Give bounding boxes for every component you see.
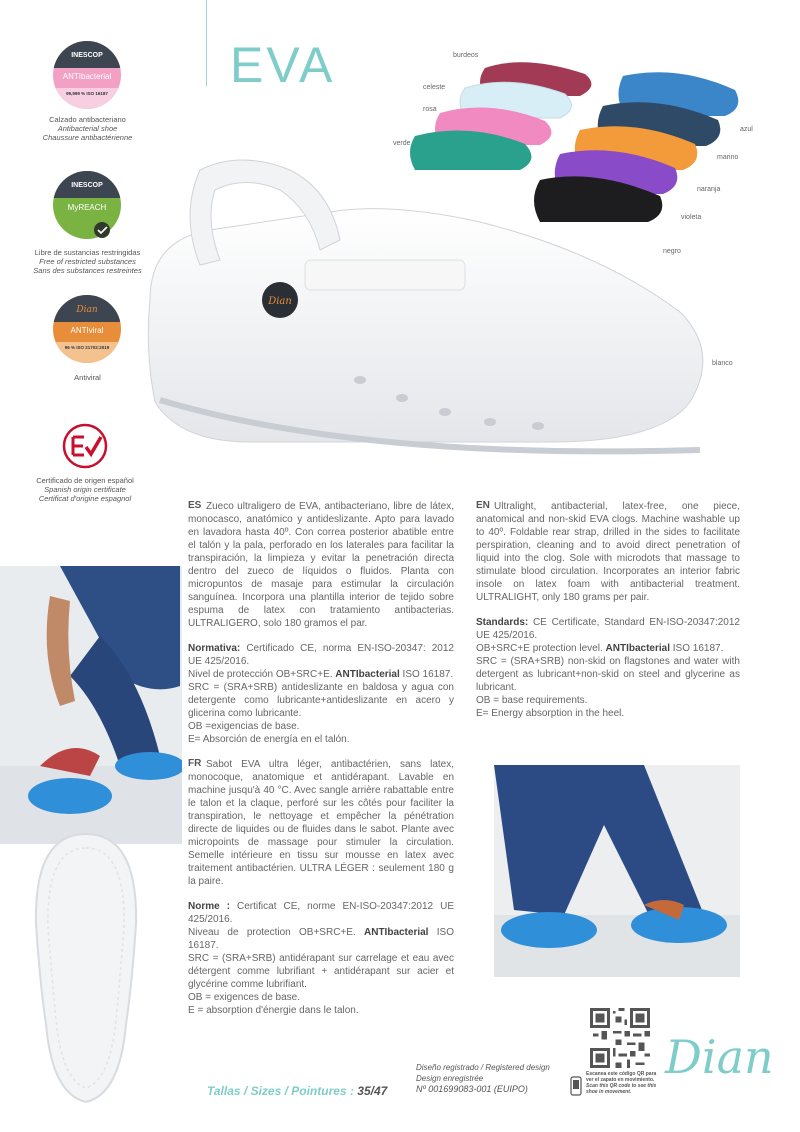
fr-standards: Norme : Certificat CE, norme EN-ISO-20347:2012 UE 425/2016. Niveau de protection OB+SRC+E. ANTIbacterial ISO 16187. SRC = (SRA+SRB) antidérapant sur carrelage et eau avec détergent comme lubrifiant + antidérapant sur acier et glycérine comme lubrifiant. OB = exigences de base. E = absorption d'énergie dans le talon. [188, 901, 454, 1016]
shoe-logo-text: Dian [268, 296, 292, 307]
badge-top-text: INESCOP [71, 182, 103, 189]
color-label-azul: azul [740, 126, 753, 133]
registered-design: Diseño registrado / Registered design Design enregistrée Nº 001699083-001 (EUIPO) [416, 1063, 550, 1094]
fr-description: Sabot EVA ultra léger, antibactérien, sans latex, monocoque, anatomique et antidérapant. Lavable en machine jusqu'à 40 °C. Avec sangle arrière rabattable entre le talon et la claque, perforé sur les côtés pour faciliter la transpiration, le nettoyage et empêcher la pénétration directe de liquides ou de fluides dans le sabot. Plante avec micropoints de massage pour stimuler la circulation. Semelle intérieure en tissu sur mousse en latex avec traitement antibactérien. ULTRA LÉGER : seulement 180 g la paire. [188, 759, 454, 887]
badge-mid-text: ANTIviral [70, 326, 104, 335]
es-standards: Normativa: Certificado CE, norma EN-ISO-20347: 2012 UE 425/2016. Nivel de protección OB+SRC+E. ANTIbacterial ISO 16187. SRC = (SRA+SRB) antideslizante en baldosa y agua con detergente como lubricante+antideslizante en acero y glicerina como lubricante. OB =exigencias de base. E= Absorción de energía en el talón. [188, 643, 454, 745]
badge-top-text: INESCOP [71, 52, 103, 59]
origin-certificate-icon [62, 423, 108, 469]
lang-code-en: EN [476, 500, 490, 511]
badge-mid-text: ANTIbacterial [62, 72, 112, 81]
seated-legs-photo [494, 765, 740, 977]
en-description: Ultralight, antibacterial, latex-free, one piece, anatomical and non-skid EVA clogs. Machine washable up to 40º. Foldable rear strap, drilled in the sides to facilitate perspiration, cleaning and to avoid direct penetration of liquid into the clog. Sole with microdots that massage to stimulate blood circulation. Incorporates an interior fabric insole on latex foam with antibacterial treatment. ULTRALIGHT, only 180 grams per pair. [476, 501, 740, 603]
antibacterial-caption: Calzado antibacteriano Antibacterial shoe Chaussure antibactérienne [42, 115, 133, 142]
myreach-badge [52, 170, 122, 240]
lang-code-es: ES [188, 500, 202, 511]
brand-logo: Dian [665, 1030, 774, 1084]
antiviral-caption: Antiviral [74, 373, 101, 382]
antiviral-badge [52, 294, 122, 364]
sole-photo [30, 828, 142, 1108]
phone-icon [570, 1076, 582, 1096]
title-divider [206, 0, 207, 86]
color-label-verde: verde [393, 140, 411, 147]
qr-code[interactable] [590, 1008, 650, 1068]
badge-bottom-text: 96 % ISO 21702:2019 [64, 345, 110, 350]
color-label-blanco: blanco [712, 360, 733, 367]
en-standards: Standards: CE Certificate, Standard EN-ISO-20347:2012 UE 425/2016. OB+SRC+E protection level. ANTIbacterial ISO 16187. SRC = (SRA+SRB) non-skid on flagstones and water with detergent as lubricant+non-skid on steel and glycerine as lubricant. OB = base requirements. E= Energy absorption in the heel. [476, 617, 740, 719]
antibacterial-badge [52, 40, 122, 110]
sizes-info: Tallas / Sizes / Pointures : 35/47 [207, 1084, 388, 1098]
color-label-violeta: violeta [681, 214, 702, 221]
badge-top-text: Dian [76, 305, 98, 315]
es-text-block [188, 500, 454, 746]
fr-text-block [188, 758, 454, 1017]
color-label-rosa: rosa [423, 106, 437, 113]
color-label-burdeos: burdeos [453, 52, 479, 59]
myreach-caption: Libre de sustancias restringidas Free of restricted substances Sans des substances restreintes [33, 248, 142, 275]
qr-caption: Escanea este código QR para ver el zapato en movimiento. Scan this QR code to see this shoe in movement. [586, 1071, 657, 1095]
origin-caption: Certificado de origen español Spanish origin certificate Certificat d'origine espagnol [36, 476, 134, 503]
es-description: Zueco ultraligero de EVA, antibacteriano, libre de látex, monocasco, anatómico y antideslizante. Apto para lavado en lavadora hasta 40º. Con correa posterior abatible entre el talón y la pala, perforado en los laterales para facilitar la transpiración, la limpieza y evitar la penetración directa dentro del zueco de líquidos o fluidos. Planta con micropuntos de masaje para estimular la circulación sanguínea. Incorpora una plantilla interior de tejido sobre espuma de latex con tratamiento antibacterias. ULTRALIGERO, solo 180 gramos el par. [188, 501, 454, 629]
color-label-celeste: celeste [423, 84, 446, 91]
en-text-block [476, 500, 740, 720]
badge-bottom-text: 99,999 % ISO 16187 [66, 91, 108, 96]
lang-code-fr: FR [188, 758, 202, 769]
page-title: EVA [230, 37, 336, 93]
color-label-negro: negro [663, 248, 681, 255]
color-label-marino: marino [717, 154, 739, 161]
white-clog-image [140, 150, 720, 470]
nurse-photo [0, 566, 182, 844]
color-label-naranja: naranja [697, 186, 721, 193]
badge-mid-text: MyREACH [67, 203, 107, 212]
